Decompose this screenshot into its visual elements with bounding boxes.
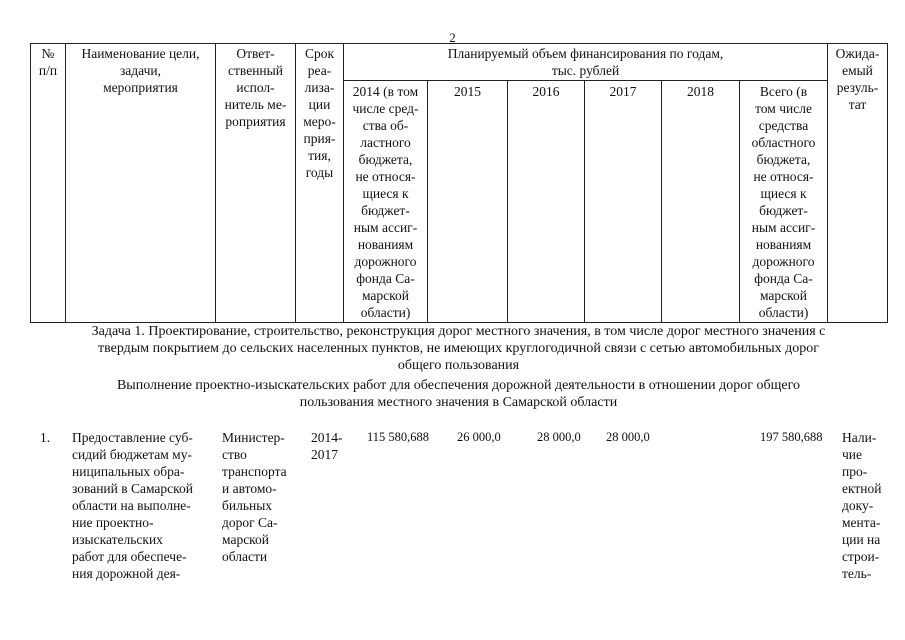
row-name: Предоставление суб- сидий бюджетам му- ниципальных обра- зований в Самарской области на выполне- ние проектно- изыскательских работ для обеспече- ния дорожной дея- [72, 430, 194, 581]
header-result: Ожида- емый резуль- тат [828, 44, 888, 323]
header-total: Всего (в том числе средства областного бюджета, не относя- щиеся к бюджет- ным ассиг- нованиям дорожного фонда Са- марской области) [740, 81, 828, 323]
header-term: Срок реа- лиза- ции меро- прия- тия, годы [296, 44, 344, 323]
header-name: Наименование цели, задачи, мероприятия [66, 44, 216, 323]
task-heading: Задача 1. Проектирование, строительство, реконструкция дорог местного значения, в том числе дорог местного значения с твердым покрытием до сельских населенных пунктов, не имеющих круглогодичной связи с сетью автомобильных дорог общего пользования [91, 324, 826, 373]
financing-table-header [30, 43, 888, 323]
header-2015: 2015 [428, 81, 508, 323]
row-term: 2014- 2017 [311, 430, 343, 462]
header-2017: 2017 [585, 81, 662, 323]
header-num: № п/п [31, 44, 66, 323]
page-number: 2 [449, 30, 456, 45]
header-2014: 2014 (в том числе сред- ства об- ластного бюджета, не относя- щиеся к бюджет- ным ассиг- нованиям дорожного фонда Са- марской области) [344, 81, 428, 323]
row-responsible: Министер- ство транспорта и автомо- бильных дорог Са- марской области [222, 430, 287, 564]
header-funding-group: Планируемый объем финансирования по годам, тыс. рублей [344, 44, 828, 81]
row-value-2017: 28 000,0 [606, 430, 650, 444]
row-result: Нали- чие про- ектной доку- мента- ции на строи- тель- [842, 430, 882, 581]
header-2018: 2018 [662, 81, 740, 323]
row-value-total: 197 580,688 [760, 430, 823, 444]
row-value-2016: 28 000,0 [537, 430, 581, 444]
row-value-2015: 26 000,0 [457, 430, 501, 444]
row-number: 1. [40, 430, 51, 445]
header-2016: 2016 [508, 81, 585, 323]
activity-heading: Выполнение проектно-изыскательских работ для обеспечения дорожной деятельности в отношении дорог общего пользования местного значения в Самарской области [116, 378, 801, 410]
header-responsible: Ответ- ственный испол- нитель ме- роприятия [216, 44, 296, 323]
row-value-2014: 115 580,688 [367, 430, 430, 444]
